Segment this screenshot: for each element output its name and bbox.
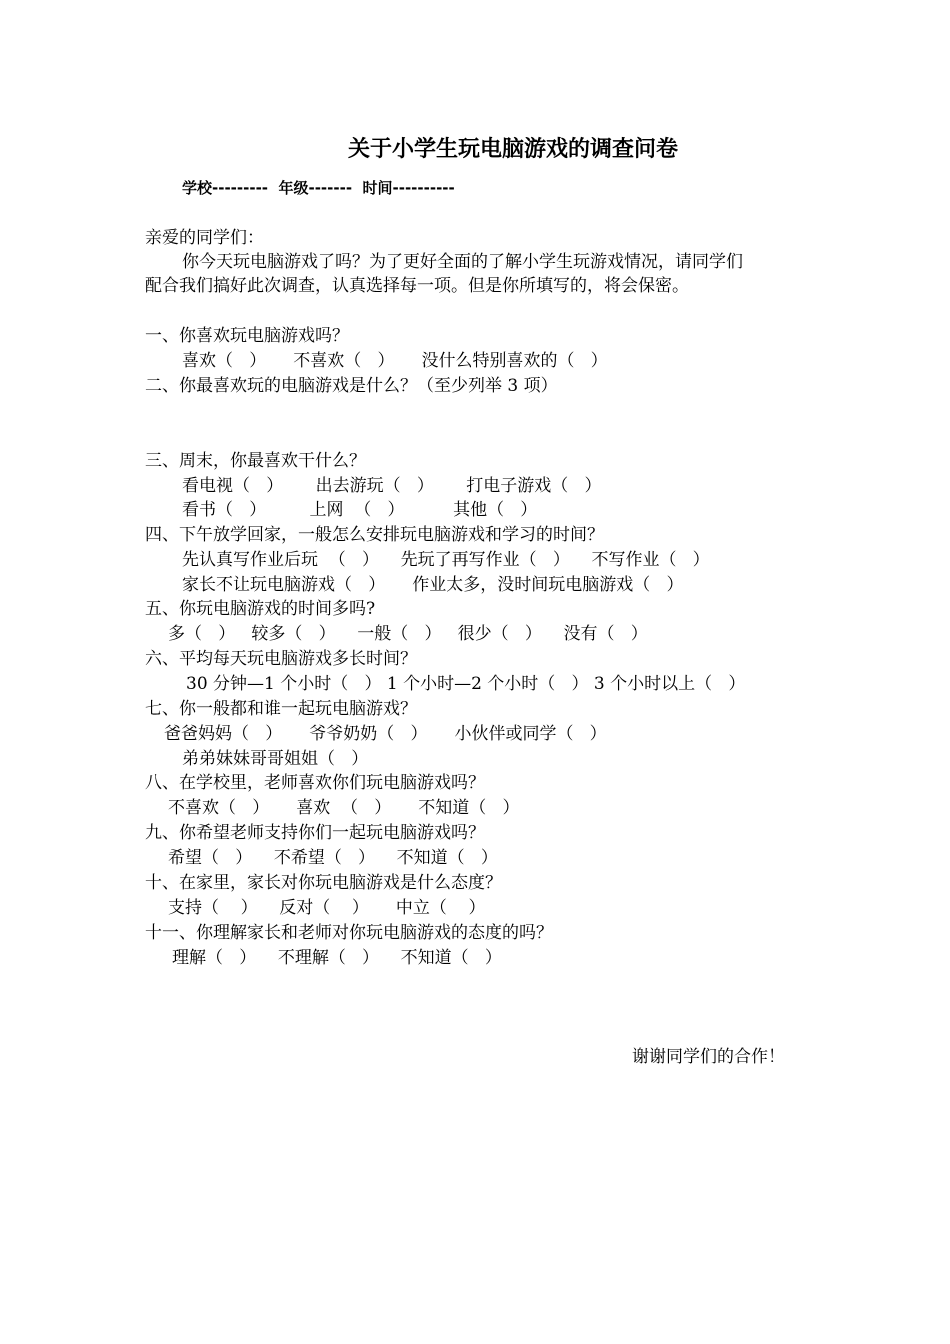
question-4-options-row-2: 家长不让玩电脑游戏（ ） 作业太多，没时间玩电脑游戏（ ） [182,575,684,595]
question-5: 五、你玩电脑游戏的时间多吗? [145,599,376,619]
question-1: 一、你喜欢玩电脑游戏吗？ [145,326,349,346]
question-8: 八、在学校里，老师喜欢你们玩电脑游戏吗？ [145,773,485,793]
greeting: 亲爱的同学们： [145,228,264,248]
question-3: 三、周末，你最喜欢干什么？ [145,451,366,471]
question-9-options: 希望（ ） 不希望（ ） 不知道（ ） [168,848,498,868]
question-7-options-row-1: 爸爸妈妈（ ） 爷爷奶奶（ ） 小伙伴或同学（ ） [164,724,607,744]
question-3-options-row-2: 看书（ ） 上网 （ ） 其他（ ） [182,500,538,520]
question-8-options: 不喜欢（ ） 喜欢 （ ） 不知道（ ） [168,798,520,818]
question-11-options: 理解（ ） 不理解（ ） 不知道（ ） [172,948,502,968]
question-3-options-row-1: 看电视（ ） 出去游玩（ ） 打电子游戏（ ） [182,476,602,496]
thanks-note: 谢谢同学们的合作！ [632,1047,785,1067]
question-5-options: 多（ ） 较多（ ） 一般（ ） 很少（ ） 没有（ ） [168,624,648,644]
question-9: 九、你希望老师支持你们一起玩电脑游戏吗？ [145,823,485,843]
school-grade-time-line: 学校--------- 年级------- 时间---------- [182,179,455,197]
question-7: 七、你一般都和谁一起玩电脑游戏？ [145,699,417,719]
question-4-options-row-1: 先认真写作业后玩 （ ） 先玩了再写作业（ ） 不写作业（ ） [182,550,710,570]
intro-paragraph-line-1: 你今天玩电脑游戏了吗？为了更好全面的了解小学生玩游戏情况，请同学们 [182,252,743,272]
question-6-options: 30 分钟—1 个小时（ ） 1 个小时—2 个小时（ ） 3 个小时以上（ ） [186,674,746,694]
question-2: 二、你最喜欢玩的电脑游戏是什么？（至少列举 3 项） [145,376,558,396]
question-10: 十、在家里，家长对你玩电脑游戏是什么态度？ [145,873,502,893]
question-4: 四、下午放学回家，一般怎么安排玩电脑游戏和学习的时间？ [145,525,604,545]
question-6: 六、平均每天玩电脑游戏多长时间？ [145,649,417,669]
page-title: 关于小学生玩电脑游戏的调查问卷 [347,136,678,162]
intro-paragraph-line-2: 配合我们搞好此次调查，认真选择每一项。但是你所填写的，将会保密。 [145,276,689,296]
question-7-options-row-2: 弟弟妹妹哥哥姐姐（ ） [182,749,369,769]
question-10-options: 支持（ ） 反对（ ） 中立（ ） [168,898,486,918]
question-1-options: 喜欢（ ） 不喜欢（ ） 没什么特别喜欢的（ ） [182,351,608,371]
question-11: 十一、你理解家长和老师对你玩电脑游戏的态度的吗？ [145,923,553,943]
